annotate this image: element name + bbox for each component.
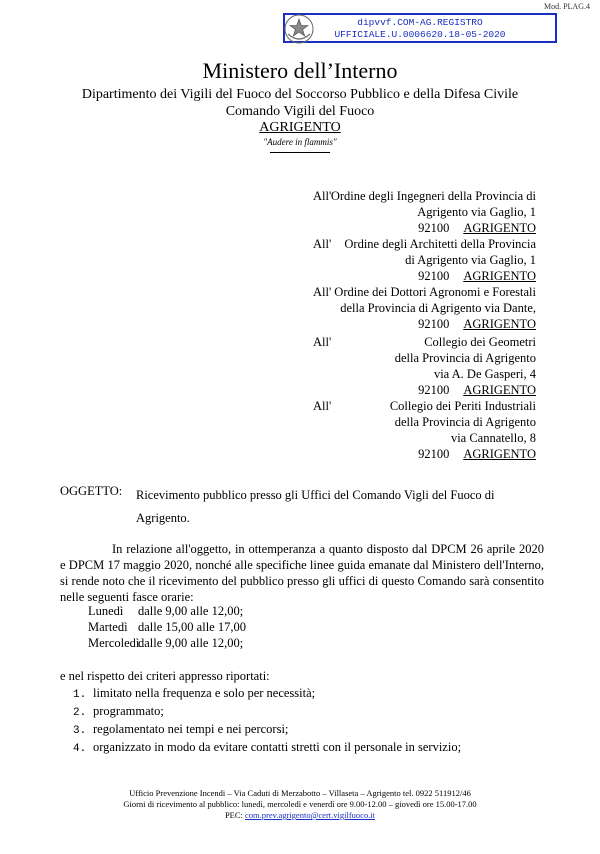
- schedule-day: Mercoledì: [88, 636, 140, 650]
- recipient-address-line: Ordine dei Dottori Agronomi e Forestali: [334, 285, 536, 299]
- comando-name: Comando Vigili del Fuoco: [225, 104, 375, 119]
- footer-hours: Giorni di ricevimento al pubblico: lunedì, mercoledì e venerdì ore 9.00-12.00 – giovedì ore 15.00-17.00: [123, 799, 477, 809]
- recipient-zip: 92100: [418, 269, 450, 283]
- pec-label: PEC:: [224, 810, 243, 820]
- criteria-text: programmato;: [93, 704, 164, 718]
- recipient-address-line: Collegio dei Geometri: [424, 335, 536, 349]
- recipient-zip: 92100: [418, 447, 450, 461]
- recipient-city: AGRIGENTO: [463, 447, 536, 461]
- recipient-address-line: Agrigento via Gaglio, 1: [417, 205, 536, 219]
- criteria-item: [73, 722, 288, 737]
- criteria-text: regolamentato nei tempi e nei percorsi;: [93, 722, 289, 736]
- republic-emblem-icon: [282, 12, 316, 46]
- recipient-address-line: della Provincia di Agrigento via Dante,: [340, 301, 536, 315]
- protocol-stamp: [283, 13, 557, 43]
- body-paragraph: In relazione all'oggetto, in ottemperanza a quanto disposto dal DPCM 26 aprile 2020 e DPCM 17 maggio 2020, nonché alle specifiche linee guida emanate dal Ministero dell'Interno, si rende noto che il ricevimento del pubblico presso gli uffici di questo Comando sarà consentito nelle seguenti fasce orarie:: [60, 542, 544, 604]
- criteria-number: 2.: [73, 707, 87, 719]
- criteria-item: [73, 740, 461, 755]
- recipient-prefix: All': [313, 237, 332, 251]
- schedule-row: [88, 604, 243, 619]
- subject-label: OGGETTO:: [60, 484, 123, 498]
- schedule-hours: dalle 9,00 alle 12,00;: [138, 636, 244, 650]
- department-name: Dipartimento dei Vigili del Fuoco del Soccorso Pubblico e della Difesa Civile: [81, 87, 519, 102]
- recipient-1: [313, 188, 536, 236]
- recipient-prefix: All': [313, 335, 332, 349]
- criteria-number: 4.: [73, 743, 87, 755]
- pec-email-link[interactable]: com.prev.agrigento@cert.vigilfuoco.it: [245, 810, 376, 820]
- criteria-number: 1.: [73, 689, 87, 701]
- recipient-zip: 92100: [418, 383, 450, 397]
- recipient-zip: 92100: [418, 317, 450, 331]
- recipient-address-line: Ordine degli Architetti della Provincia: [344, 237, 536, 251]
- recipient-zip: 92100: [418, 221, 450, 235]
- schedule-day: Martedì: [88, 620, 128, 634]
- comando-city: AGRIGENTO: [259, 120, 341, 135]
- protocol-number: UFFICIALE.U.0006620.18-05-2020: [334, 29, 506, 40]
- protocol-registry: dipvvf.COM-AG.REGISTRO: [357, 17, 483, 28]
- recipient-address-line: Collegio dei Periti Industriali: [389, 399, 536, 413]
- recipient-city: AGRIGENTO: [463, 269, 536, 283]
- recipient-3: [313, 284, 536, 332]
- recipient-5: [313, 398, 536, 462]
- schedule-hours: dalle 9,00 alle 12,00;: [138, 604, 244, 618]
- recipient-city: AGRIGENTO: [463, 317, 536, 331]
- criteria-intro: e nel rispetto dei criteri appresso riportati:: [60, 669, 270, 683]
- recipient-prefix: All': [313, 285, 332, 299]
- criteria-text: organizzato in modo da evitare contatti stretti con il personale in servizio;: [93, 740, 462, 754]
- recipient-prefix: All': [313, 189, 332, 203]
- recipient-city: AGRIGENTO: [463, 383, 536, 397]
- recipient-city: AGRIGENTO: [463, 221, 536, 235]
- recipient-address-line: della Provincia di Agrigento: [394, 415, 536, 429]
- criteria-text: limitato nella frequenza e solo per necessità;: [93, 686, 316, 700]
- recipient-address-line: via Cannatello, 8: [450, 431, 536, 445]
- schedule-hours: dalle 15,00 alle 17,00: [138, 620, 246, 634]
- footer-pec: [0, 810, 600, 821]
- criteria-item: [73, 704, 164, 719]
- recipient-address-line: della Provincia di Agrigento: [394, 351, 536, 365]
- subject-text: Ricevimento pubblico presso gli Uffici del Comando Vigli del Fuoco di Agrigento.: [136, 488, 495, 525]
- schedule-row: [88, 620, 246, 635]
- recipient-address-line: Ordine degli Ingegneri della Provincia di: [330, 189, 536, 203]
- criteria-item: [73, 686, 315, 701]
- recipient-address-line: di Agrigento via Gaglio, 1: [405, 253, 536, 267]
- recipient-address-line: via A. De Gasperi, 4: [433, 367, 536, 381]
- recipient-2: [313, 236, 536, 284]
- motto-divider: [270, 152, 330, 153]
- footer-office: Ufficio Prevenzione Incendi – Via Caduti di Merzabotto – Villaseta – Agrigento tel. 0922 511912/46: [129, 788, 471, 798]
- criteria-number: 3.: [73, 725, 87, 737]
- ministry-title: Ministero dell’Interno: [202, 58, 398, 83]
- schedule-day: Lunedì: [88, 604, 124, 618]
- model-reference: Mod. PLAG.4: [543, 2, 590, 11]
- recipient-prefix: All': [313, 399, 332, 413]
- motto: "Audere in flammis": [263, 137, 337, 147]
- recipient-4: [313, 334, 536, 398]
- schedule-row: [88, 636, 243, 651]
